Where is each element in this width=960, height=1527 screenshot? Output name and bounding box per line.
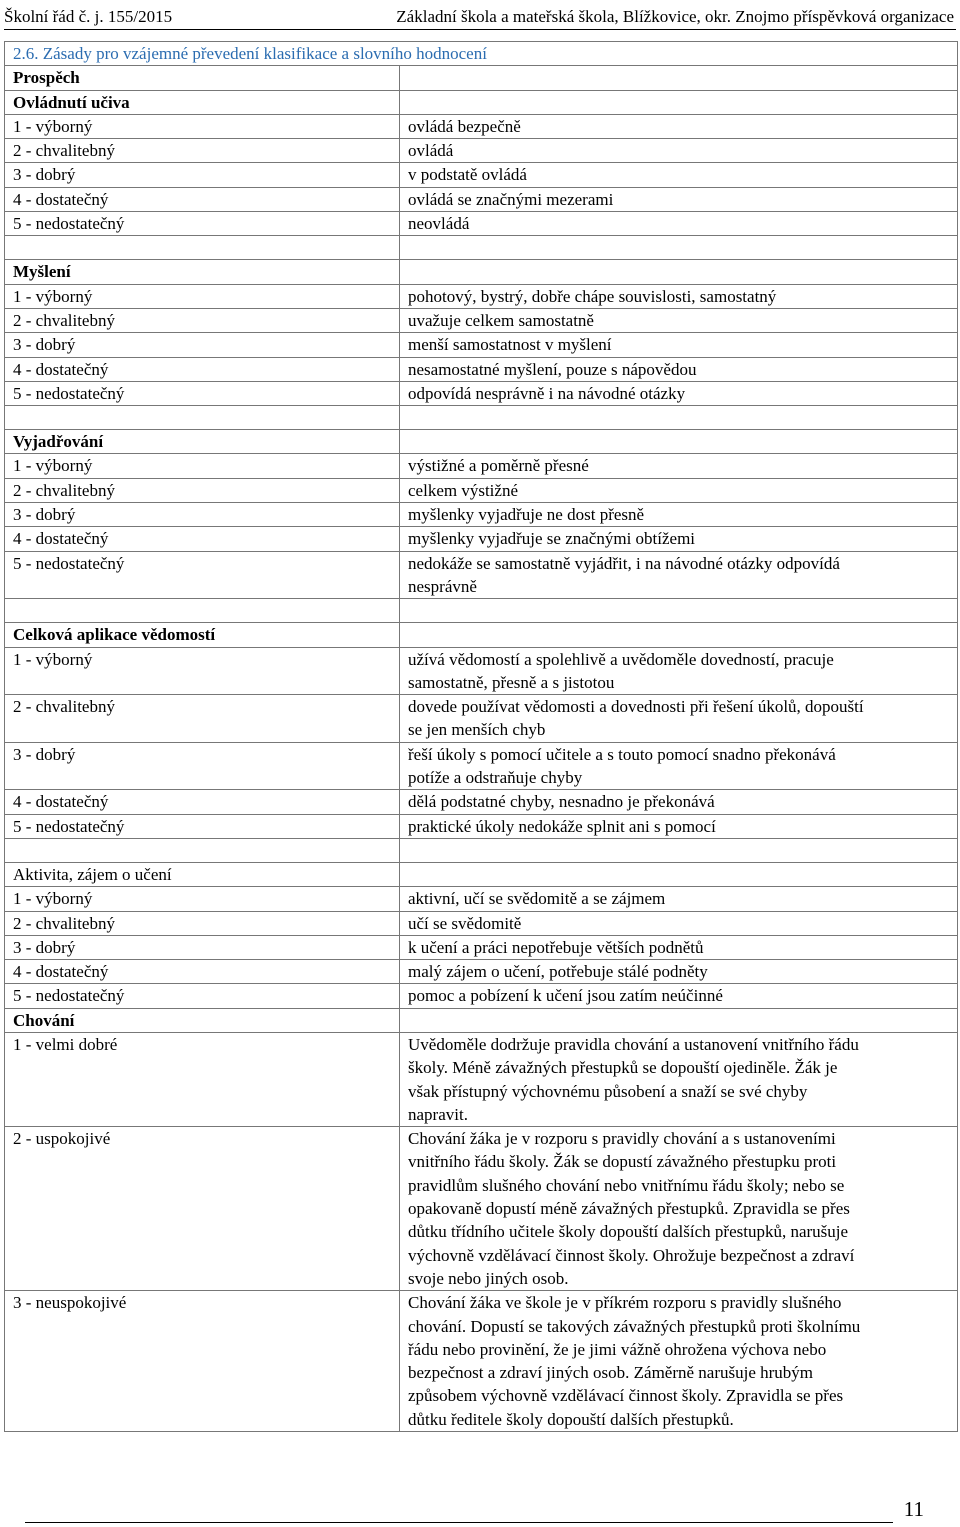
grade-label xyxy=(5,838,400,862)
table-row xyxy=(5,139,958,163)
grade-label: 3 - dobrý xyxy=(5,163,400,187)
grade-label: 4 - dostatečný xyxy=(5,187,400,211)
grade-description xyxy=(400,260,958,284)
page-header xyxy=(4,3,956,30)
grade-description: uvažuje celkem samostatně xyxy=(400,308,958,332)
table-row xyxy=(5,260,958,284)
grade-label: 5 - nedostatečný xyxy=(5,984,400,1008)
grade-description xyxy=(400,862,958,886)
table-row xyxy=(5,406,958,430)
grade-label: 2 - chvalitebný xyxy=(5,695,400,743)
table-row xyxy=(5,1032,958,1126)
grade-description: myšlenky vyjadřuje se značnými obtížemi xyxy=(400,527,958,551)
table-row xyxy=(5,114,958,138)
grade-description: myšlenky vyjadřuje ne dost přesně xyxy=(400,503,958,527)
grade-label: 3 - dobrý xyxy=(5,333,400,357)
table-row xyxy=(5,333,958,357)
table-row xyxy=(5,454,958,478)
category-heading: Ovládnutí učiva xyxy=(5,90,400,114)
grade-description: učí se svědomitě xyxy=(400,911,958,935)
grade-description xyxy=(400,406,958,430)
table-row xyxy=(5,790,958,814)
category-heading: Vyjadřování xyxy=(5,430,400,454)
grade-label: 1 - výborný xyxy=(5,887,400,911)
grade-label: 1 - výborný xyxy=(5,284,400,308)
grade-label: 1 - výborný xyxy=(5,114,400,138)
grade-description xyxy=(400,430,958,454)
table-row xyxy=(5,163,958,187)
grade-label: Aktivita, zájem o učení xyxy=(5,862,400,886)
grade-description: Chování žáka ve škole je v příkrém rozporu s pravidly slušného chování. Dopustí se takových závažných přestupků proti školnímu řádu nebo provinění, že je jimi vážně ohrožena výchova nebo bezpečnost a zdraví jiných osob. Záměrně narušuje hrubým způsobem výchovně vzdělávací činnost školy. Zpravidla se přes důtku ředitele školy dopouští dalších přestupků. xyxy=(400,1291,958,1432)
grade-description: nesamostatné myšlení, pouze s nápovědou xyxy=(400,357,958,381)
category-heading: Prospěch xyxy=(5,66,400,90)
grade-description: malý zájem o učení, potřebuje stálé podněty xyxy=(400,960,958,984)
grade-label: 2 - uspokojivé xyxy=(5,1127,400,1291)
grade-label xyxy=(5,406,400,430)
table-row xyxy=(5,551,958,599)
table-row xyxy=(5,599,958,623)
table-row xyxy=(5,308,958,332)
table-row xyxy=(5,838,958,862)
grade-description: pomoc a pobízení k učení jsou zatím neúčinné xyxy=(400,984,958,1008)
grade-label: 5 - nedostatečný xyxy=(5,212,400,236)
grade-description: neovládá xyxy=(400,212,958,236)
grade-description xyxy=(400,838,958,862)
grade-label xyxy=(5,599,400,623)
grade-description: ovládá se značnými mezerami xyxy=(400,187,958,211)
grade-label: 3 - dobrý xyxy=(5,935,400,959)
grade-description xyxy=(400,66,958,90)
table-row xyxy=(5,90,958,114)
table-row xyxy=(5,478,958,502)
grade-description: v podstatě ovládá xyxy=(400,163,958,187)
table-row xyxy=(5,503,958,527)
grade-label: 2 - chvalitebný xyxy=(5,478,400,502)
grade-description xyxy=(400,599,958,623)
table-row xyxy=(5,1291,958,1432)
grade-description xyxy=(400,90,958,114)
grade-label: 5 - nedostatečný xyxy=(5,551,400,599)
grade-label: 1 - velmi dobré xyxy=(5,1032,400,1126)
grade-description: k učení a práci nepotřebuje větších podnětů xyxy=(400,935,958,959)
header-school-name: Základní škola a mateřská škola, Blížkovice, okr. Znojmo příspěvková organizace xyxy=(396,7,954,26)
table-row xyxy=(5,236,958,260)
grade-description: ovládá xyxy=(400,139,958,163)
grade-description: nedokáže se samostatně vyjádřit, i na návodné otázky odpovídá nesprávně xyxy=(400,551,958,599)
grade-label xyxy=(5,236,400,260)
classification-table xyxy=(4,41,958,1432)
table-row xyxy=(5,647,958,695)
table-row xyxy=(5,381,958,405)
grade-label: 4 - dostatečný xyxy=(5,960,400,984)
page-number: 11 xyxy=(903,1497,924,1521)
grade-description: výstižné a poměrně přesné xyxy=(400,454,958,478)
grade-description: ovládá bezpečně xyxy=(400,114,958,138)
table-row xyxy=(5,212,958,236)
grade-description: celkem výstižné xyxy=(400,478,958,502)
grade-label: 2 - chvalitebný xyxy=(5,139,400,163)
grade-label: 4 - dostatečný xyxy=(5,527,400,551)
table-title-row xyxy=(5,42,958,66)
table-row xyxy=(5,935,958,959)
grade-label: 3 - dobrý xyxy=(5,742,400,790)
grade-description: odpovídá nesprávně i na návodné otázky xyxy=(400,381,958,405)
grade-description: dělá podstatné chyby, nesnadno je překonává xyxy=(400,790,958,814)
table-row xyxy=(5,960,958,984)
table-row xyxy=(5,1127,958,1291)
table-row xyxy=(5,527,958,551)
grade-description: Uvědoměle dodržuje pravidla chování a ustanovení vnitřního řádu školy. Méně závažných přestupků se dopouští ojediněle. Žák je však přístupný výchovnému působení a snaží se své chyby napravit. xyxy=(400,1032,958,1126)
grade-description: řeší úkoly s pomocí učitele a s touto pomocí snadno překonává potíže a odstraňuje chyby xyxy=(400,742,958,790)
grade-label: 4 - dostatečný xyxy=(5,790,400,814)
table-row xyxy=(5,742,958,790)
header-document-ref: Školní řád č. j. 155/2015 xyxy=(4,7,173,26)
category-heading: Chování xyxy=(5,1008,400,1032)
section-title: 2.6. Zásady pro vzájemné převedení klasifikace a slovního hodnocení xyxy=(5,42,958,66)
table-row xyxy=(5,284,958,308)
grade-description: Chování žáka je v rozporu s pravidly chování a s ustanoveními vnitřního řádu školy. Žák se dopustí závažného přestupku proti pravidlům slušného chování nebo vnitřnímu řádu školy; nebo se opakovaně dopustí méně závažných přestupků. Zpravidla se přes důtku třídního učitele školy dopouští dalších přestupků, narušuje výchovně vzdělávací činnost školy. Ohrožuje bezpečnost a zdraví svoje nebo jiných osob. xyxy=(400,1127,958,1291)
table-row xyxy=(5,814,958,838)
table-row xyxy=(5,984,958,1008)
table-row xyxy=(5,911,958,935)
grade-label: 2 - chvalitebný xyxy=(5,308,400,332)
grade-description xyxy=(400,623,958,647)
table-row xyxy=(5,430,958,454)
table-row xyxy=(5,887,958,911)
grade-description: užívá vědomostí a spolehlivě a uvědoměle dovedností, pracuje samostatně, přesně a s jistotou xyxy=(400,647,958,695)
grade-label: 5 - nedostatečný xyxy=(5,381,400,405)
category-heading: Myšlení xyxy=(5,260,400,284)
grade-label: 3 - neuspokojivé xyxy=(5,1291,400,1432)
grade-label: 3 - dobrý xyxy=(5,503,400,527)
table-row xyxy=(5,623,958,647)
grade-description: aktivní, učí se svědomitě a se zájmem xyxy=(400,887,958,911)
grade-label: 5 - nedostatečný xyxy=(5,814,400,838)
grade-description: dovede používat vědomosti a dovednosti při řešení úkolů, dopouští se jen menších chyb xyxy=(400,695,958,743)
footer-divider xyxy=(25,1522,893,1523)
grade-label: 4 - dostatečný xyxy=(5,357,400,381)
grade-label: 1 - výborný xyxy=(5,454,400,478)
grade-description xyxy=(400,236,958,260)
table-row xyxy=(5,187,958,211)
table-row xyxy=(5,66,958,90)
table-row xyxy=(5,357,958,381)
grade-description: pohotový, bystrý, dobře chápe souvislosti, samostatný xyxy=(400,284,958,308)
grade-label: 2 - chvalitebný xyxy=(5,911,400,935)
category-heading: Celková aplikace vědomostí xyxy=(5,623,400,647)
grade-label: 1 - výborný xyxy=(5,647,400,695)
grade-description xyxy=(400,1008,958,1032)
grade-description: praktické úkoly nedokáže splnit ani s pomocí xyxy=(400,814,958,838)
table-row xyxy=(5,862,958,886)
grade-description: menší samostatnost v myšlení xyxy=(400,333,958,357)
table-row xyxy=(5,695,958,743)
table-row xyxy=(5,1008,958,1032)
